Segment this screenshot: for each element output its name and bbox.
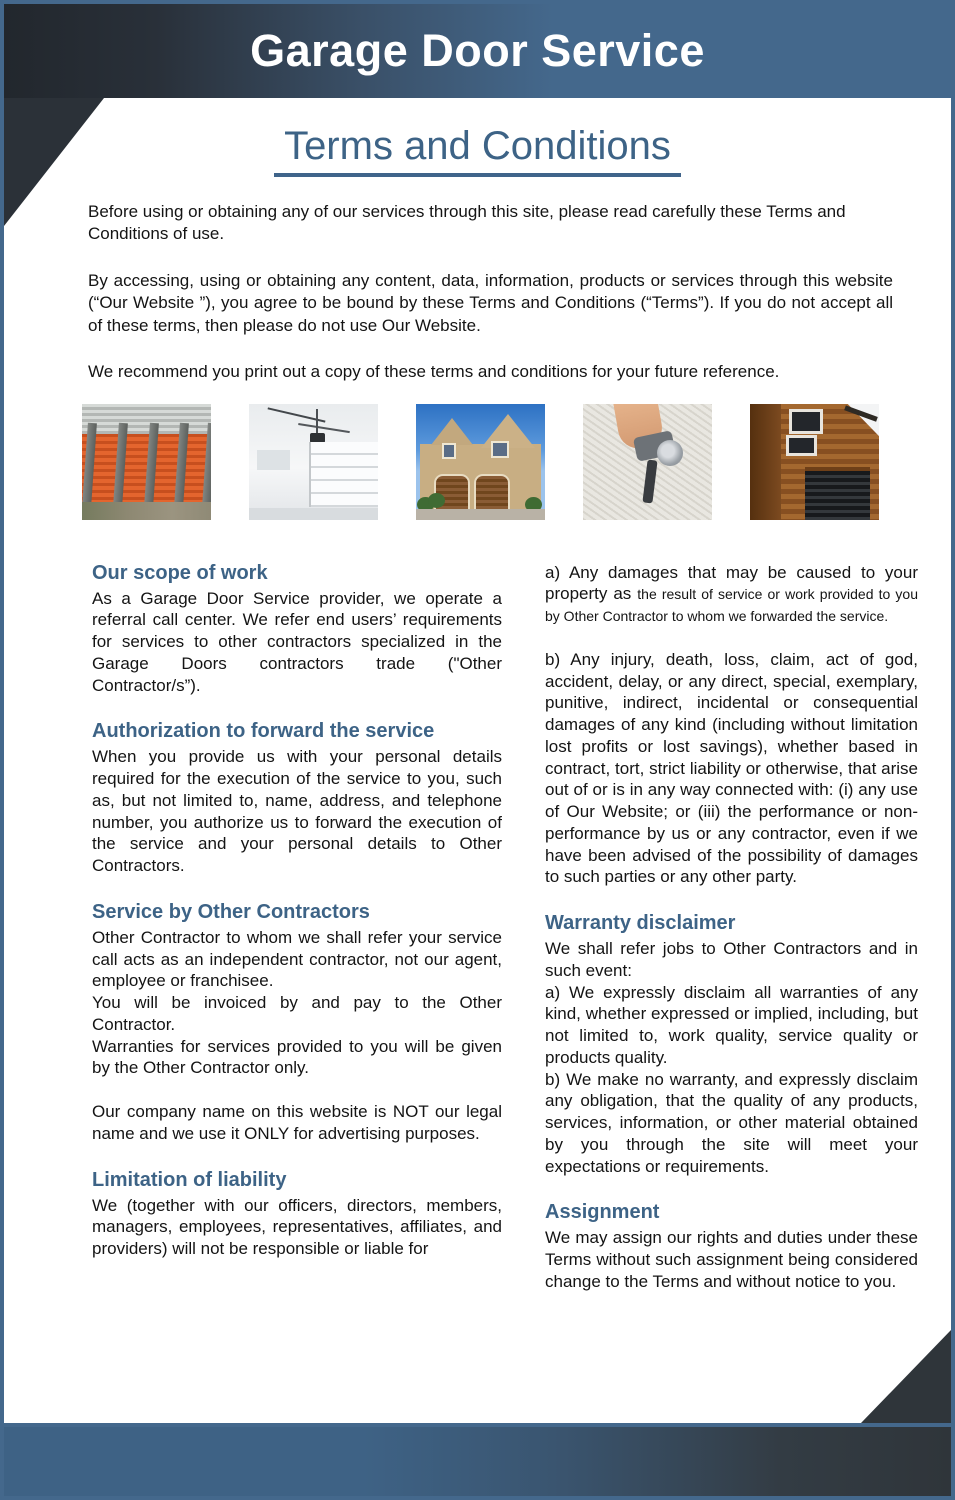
building-window	[789, 409, 823, 434]
page-header	[4, 4, 951, 98]
section-paragraph: When you provide us with your personal details required for the execution of the service to you, such as, but not limited to, name, address, and telephone number, you authorize us to forward the execution of the service and your personal details to Other Contractors.	[92, 747, 502, 876]
liability-item-a-lead: a) Any damages that may be caused to your property as	[545, 562, 918, 604]
liability-item-a	[545, 562, 918, 627]
section-paragraph: a) We expressly disclaim all warranties of any kind, whether expressed or implied, including, but not limited to, work quality, service quality or products quality.	[545, 982, 918, 1067]
subtitle-wrap	[4, 98, 951, 177]
section-heading-scope: Our scope of work	[92, 561, 268, 584]
black-roller-garage-door	[805, 467, 870, 520]
section-heading-assignment: Assignment	[545, 1201, 660, 1224]
wood-corner-column	[750, 404, 781, 520]
intro-paragraph-3: We recommend you print out a copy of these terms and conditions for your future reference.	[88, 362, 780, 382]
house-double-garage-doors-photo	[416, 404, 545, 520]
garage-door-right	[474, 474, 510, 510]
opener-rod	[316, 409, 318, 433]
bush	[428, 493, 445, 508]
worker-grinder-on-wall-photo	[583, 404, 712, 520]
garage-floor	[249, 508, 378, 520]
intro-paragraph-2: By accessing, using or obtaining any content, data, information, products or services through this website (“Our Website ”), you agree to be bound by these Terms and Conditions (“Terms”). If you do not accept all of these terms, then please do not use Our Website.	[88, 270, 893, 335]
terms-column-left	[92, 562, 502, 1293]
sectional-door-panels	[309, 442, 378, 507]
building-window	[786, 435, 817, 456]
gravel-ground	[82, 502, 211, 519]
metal-siding	[82, 404, 211, 434]
house-window	[491, 441, 509, 458]
page-title: Garage Door Service	[250, 25, 705, 76]
section-heading-warranty: Warranty disclaimer	[545, 912, 736, 935]
section-paragraph: As a Garage Door Service provider, we operate a referral call center. We refer end users’ requirements for services to other contractors specialized in the Garage Doors contractors trade ("Other Contractor/s”).	[92, 588, 502, 695]
intro-paragraph-1: Before using or obtaining any of our services through this site, please read carefully these Terms and Conditions of use.	[88, 202, 846, 244]
section-paragraph: Our company name on this website is NOT our legal name and we use it ONLY for advertising purposes.	[92, 1102, 502, 1143]
liability-item-b: b) Any injury, death, loss, claim, act of god, accident, delay, or any direct, special, exemplary, punitive, indirect, incidental or consequential damages of any kind (including without limitation lost profits or lost savings), whether based in contract, tort, strict liability or otherwise, that arise out of or is in any way connected with: (i) any use of Our Website; or (iii) the performance or non-performance by us or any contractor, even if we have been advised of the possibility of damages to such parties or any other party.	[545, 649, 918, 887]
driveway	[416, 509, 545, 519]
section-heading-authorization: Authorization to forward the service	[92, 720, 435, 743]
photo-strip	[82, 404, 951, 520]
section-paragraph: We may assign our rights and duties under these Terms without such assignment being considered change to the Terms and without notice to you.	[545, 1228, 918, 1291]
terms-and-conditions-title: Terms and Conditions	[274, 124, 681, 177]
footer-bar	[4, 1427, 951, 1496]
terms-column-right	[545, 562, 918, 1293]
wall-window	[257, 450, 291, 470]
two-column-terms	[92, 562, 918, 1293]
section-paragraph: We (together with our officers, directors, members, managers, employees, representatives, affiliates, and providers) will not be responsible or liable for	[92, 1195, 502, 1259]
liability-item-a-detail: the result of service or work provided to you by Other Contractor to whom we forwarded the service.	[545, 586, 919, 625]
opener-rail	[298, 423, 349, 433]
section-heading-service-by-others: Service by Other Contractors	[92, 900, 370, 923]
orange-storage-garage-doors-photo	[82, 404, 211, 520]
section-paragraph: You will be invoiced by and pay to the Other Contractor.	[92, 993, 502, 1034]
intro-block	[88, 201, 893, 384]
grinder-disc	[657, 440, 683, 466]
garage-interior-opener-photo	[249, 404, 378, 520]
section-paragraph: Warranties for services provided to you will be given by the Other Contractor only.	[92, 1036, 502, 1078]
section-paragraph: b) We make no warranty, and expressly disclaim any obligation, that the quality of any products, services, information, or other material obtained by you through the site will meet your expectations or requirements.	[545, 1069, 918, 1176]
section-paragraph: We shall refer jobs to Other Contractors and in such event:	[545, 939, 918, 980]
modern-wood-garage-building-photo	[750, 404, 879, 520]
section-paragraph: Other Contractor to whom we shall refer your service call acts as an independent contractor, not our agent, employee or franchisee.	[92, 927, 502, 991]
section-heading-limitation: Limitation of liability	[92, 1168, 287, 1191]
roof-gable	[431, 418, 473, 445]
document-body	[4, 98, 951, 1423]
house-window	[442, 443, 456, 459]
